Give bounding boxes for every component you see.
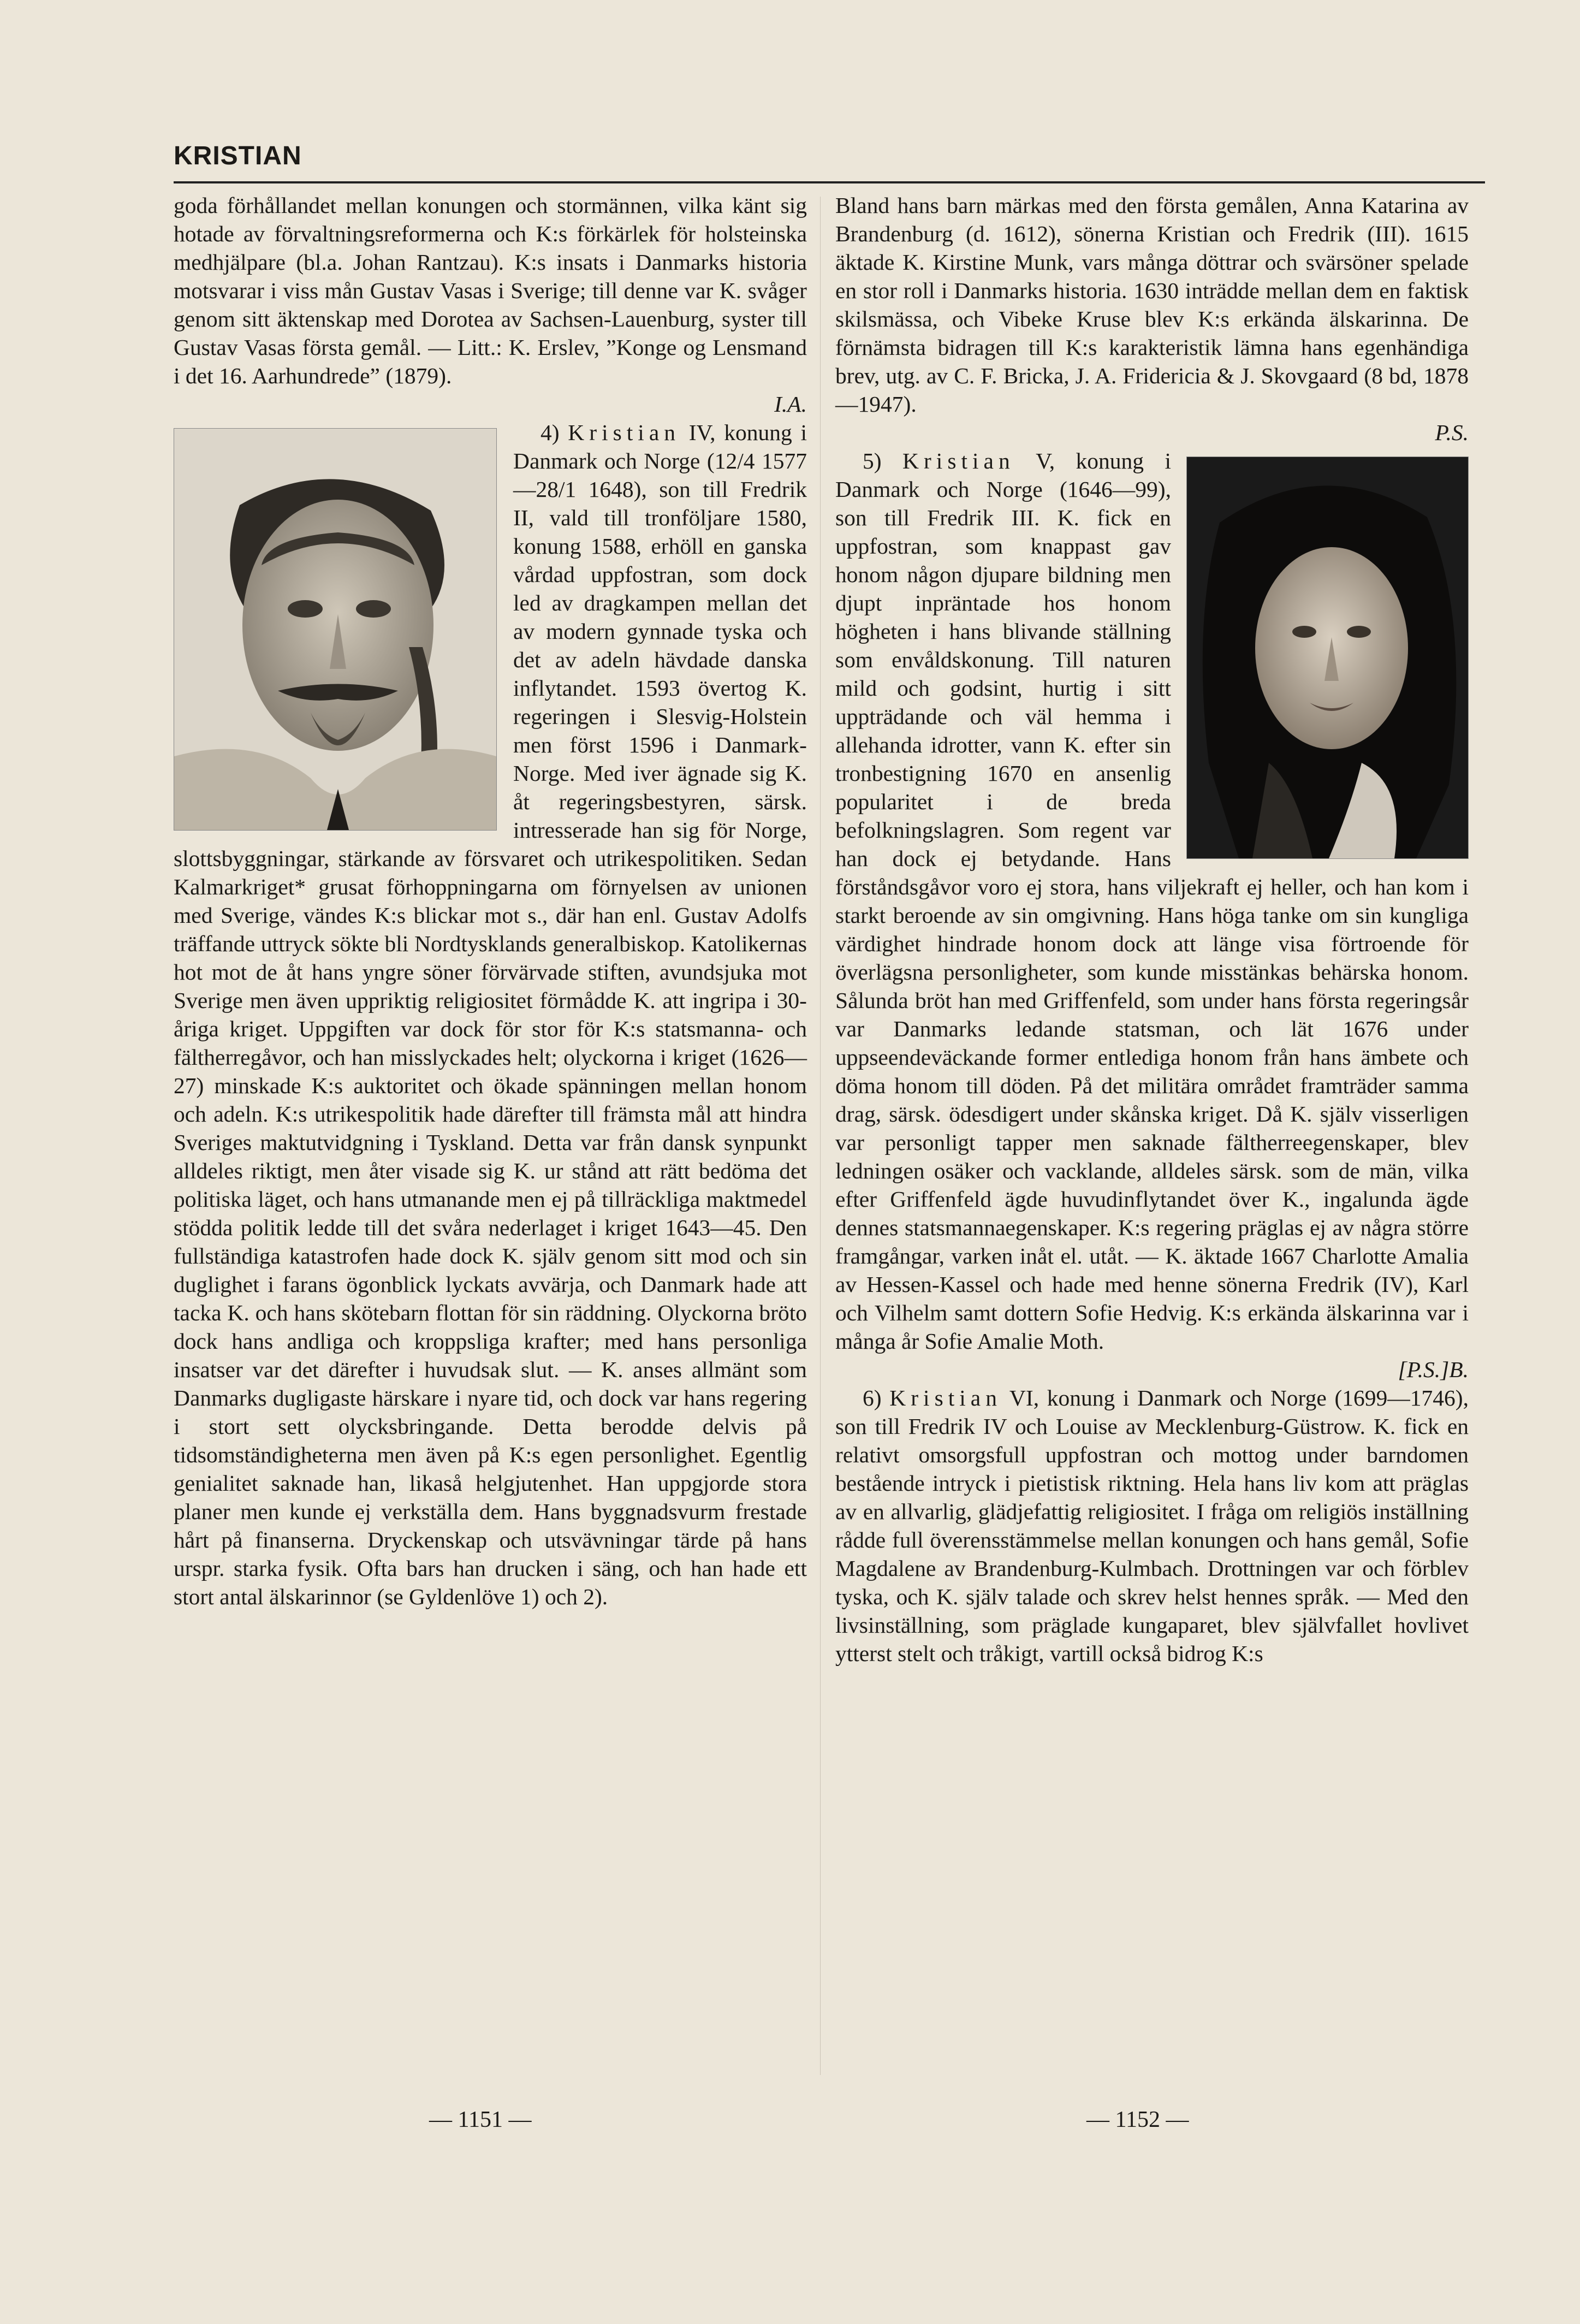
entry-text: IV, konung i Danmark och Norge (12/4 1577—28/1 1648), son till Fredrik II, vald till tronföljare 1580, konung 1588, erhöll en ganska vårdad uppfostran, som dock led av dragkampen mellan det av modern gynnade tyska och det av adeln hävdade danska inflytandet. 1593 övertog K. regeringen i Slesvig-Holstein men först 1596 i Danmark-Norge. Med iver ägnade sig K. åt regeringsbestyren, särsk. intresserade han sig för Norge, slottsbyggningar, stärkande av försvaret och utrikespolitiken. Sedan Kalmarkriget* grusat förhoppningarna om förnyelsen av unionen med Sverige, vändes K:s blickar mot s., där han enl. Gustav Adolfs träffande uttryck sökte bli Nordtysklands generalbiskop. Katolikernas hot mot de åt hans yngre söner förvärvade stiften, avundsjuka mot Sverige men även uppriktig religiositet förmådde K. att ingripa i 30-åriga kriget. Uppgiften var dock för stor för K:s statsmanna- och fältherregåvor, och han misslyckades helt; olyckorna i kriget (1626—27) minskade K:s auktoritet och ökade spänningen mellan honom och adeln. K:s utrikespolitik hade därefter till främsta mål att hindra Sveriges maktutvidgning i Tyskland. Detta var från dansk synpunkt alldeles riktigt, men åter visade sig K. ur stånd att rätt bedöma det politiska läget, och hans utmanande men ej på tillräckliga maktmedel stödda politik ledde till det svåra nederlaget i kriget 1643—45. Den fullständiga katastrofen hade dock K. själv genom sitt mod och sin duglighet i farans ögonblick lyckats avvärja, och Danmark hade att tacka K. och hans skötebarn flottan för sin räddning. Olyckorna bröto dock hans andliga och kroppsliga krafter; med hans personliga insatser var det därefter i huvudsak slut. — K. anses allmänt som Danmarks dugligaste härskare i nyare tid, och dock var hans regering i stort sett olycksbringande. Detta berodde delvis på tidsomständigheterna men även på K:s egen personlighet. Egentlig genialitet saknade han, likaså helgjutenhet. Han uppgjorde stora planer men kunde ej verkställa dem. Hans byggnadsvurm frestade hårt på finanserna. Dryckenskap och utsvävningar tärde på hans urspr. starka fysik. Ofta bars han drucken i säng, och han hade ett stort antal älskarinnor (se Gyldenlöve 1) och 2). — [174, 420, 807, 1609]
portrait-kristian-iv — [174, 428, 497, 831]
entry-number: 6) — [863, 1385, 882, 1410]
running-head: KRISTIAN — [174, 141, 302, 170]
entry-kristian-iv — [174, 418, 807, 1611]
entry-headword: Kristian — [889, 1385, 1002, 1410]
paragraph-continued — [174, 191, 807, 418]
portrait-kristian-v — [1186, 456, 1469, 859]
entry-headword: Kristian — [902, 448, 1015, 473]
portrait-image — [174, 429, 496, 830]
author-signature: P.S. — [1435, 420, 1469, 445]
entry-headword: Kristian — [568, 420, 680, 445]
left-column — [174, 191, 807, 1611]
right-column — [835, 191, 1469, 1668]
entry-number: 4) — [540, 420, 560, 445]
page-number-right: — 1152 — — [1086, 2107, 1189, 2132]
author-signature: I.A. — [774, 392, 807, 417]
header-rule — [174, 181, 1485, 183]
paragraph-text: Bland hans barn märkas med den första gemålen, Anna Katarina av Brandenburg (d. 1612), sönerna Kristian och Fredrik (III). 1615 äktade K. Kirstine Munk, vars många döttrar och svärsöner spelade en stor roll i Danmarks historia. 1630 inträdde mellan dem en faktisk skilsmässa, och Vibeke Kruse blev K:s erkända älskarinna. De förnämsta bidragen till K:s karakteristik lämna hans egenhändiga brev, utg. av C. F. Bricka, J. A. Fridericia & J. Skovgaard (8 bd, 1878—1947). — [835, 193, 1469, 417]
entry-text: V, konung i Danmark och Norge (1646—99), son till Fredrik III. K. fick en uppfostran, som knappast gav honom någon djupare bildning men djupt inpräntade hos honom högheten i hans blivande ställning som envåldskonung. Till naturen mild och godsint, hurtig i sitt uppträdande och väl hemma i allehanda idrotter, vann K. efter sin tronbestigning 1670 en ansenlig popularitet i de breda befolkningslagren. Som regent var han dock ej betydande. Hans förståndsgåvor voro ej stora, hans viljekraft ej heller, och han kom i starkt beroende av sin omgivning. Hans höga tanke om sin kungliga värdighet hindrade honom dock att länge visa förtroende för överlägsna personligheter, som kunde misstänkas behärska honom. Sålunda bröt han med Griffenfeld, som under hans första regeringsår var Danmarks ledande statsman, och lät 1676 under uppseendeväckande former entlediga honom från hans ämbete och döma honom till döden. På det militära området framträder samma drag, särsk. ödesdigert under skånska kriget. Då K. själv visserligen var personligt tapper men saknade fältherreegenskaper, blev ledningen osäker och vacklande, alldeles särsk. som de män, vilka efter Griffenfeld ägde huvudinflytandet över K., ingalunda ägde dennes statsmannaegenskaper. K:s regering präglas ej av några större framgångar, varken inåt el. utåt. — K. äktade 1667 Charlotte Amalia av Hessen-Kassel och hade med henne sönerna Fredrik (IV), Karl och Vilhelm samt dottern Sofie Hedvig. K:s erkända älskarinna var i många år Sofie Amalie Moth. — [835, 448, 1469, 1354]
entry-number: 5) — [863, 448, 882, 473]
entry-kristian-vi — [835, 1384, 1469, 1668]
entry-kristian-v — [835, 447, 1469, 1384]
portrait-image — [1187, 457, 1468, 858]
paragraph-text: goda förhållandet mellan konungen och stormännen, vilka känt sig hotade av förvaltningsreformerna och K:s förkärlek för holsteinska medhjälpare (bl.a. Johan Rantzau). K:s insats i Danmarks historia motsvarar i viss mån Gustav Vasas i Sverige; till denne var K. svåger genom sitt äktenskap med Dorotea av Sachsen-Lauenburg, syster till Gustav Vasas första gemål. — Litt.: K. Erslev, ”Konge og Lensmand i det 16. Aarhundrede” (1879). — [174, 193, 807, 388]
page-number-left: — 1151 — — [429, 2107, 532, 2132]
paragraph-continued — [835, 191, 1469, 447]
column-divider — [820, 197, 821, 2075]
author-signature: [P.S.]B. — [1398, 1357, 1469, 1382]
entry-text: VI, konung i Danmark och Norge (1699—1746), son till Fredrik IV och Louise av Mecklenburg-Güstrow. K. fick en relativt omsorgsfull uppfostran och mottog under barndomen bestående intryck i pietistisk riktning. Hela hans liv kom att präglas av en allvarlig, glädjefattig religiositet. I fråga om religiös inställning rådde full överensstämmelse mellan konungen och hans gemål, Sofie Magdalene av Brandenburg-Kulmbach. Drottningen var och förblev tyska, och K. själv talade och skrev helst hennes språk. — Med den livsinställning, som präglade kungaparet, blev självfallet hovlivet ytterst stelt och tråkigt, vartill också bidrog K:s — [835, 1385, 1469, 1666]
